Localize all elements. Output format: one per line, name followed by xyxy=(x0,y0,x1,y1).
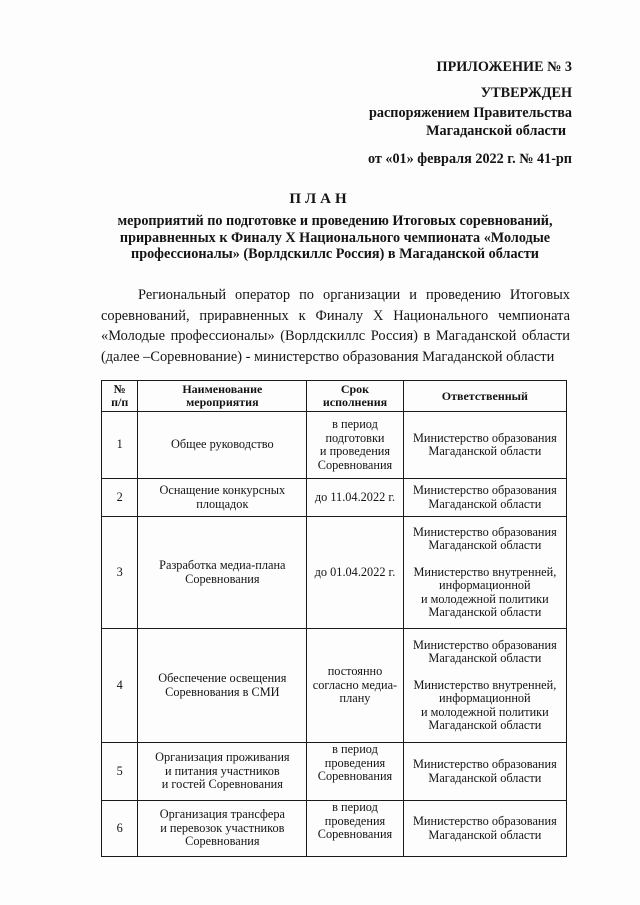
row-name: Общее руководство xyxy=(138,412,307,479)
row-term: в период подготовки и проведения Соревнования xyxy=(307,412,403,479)
row-term: в период проведения Соревнования xyxy=(307,743,403,801)
table-row xyxy=(102,517,567,629)
responsible-primary: Министерство образования Магаданской области xyxy=(412,637,557,665)
row-name: Обеспечение освещения Соревнования в СМИ xyxy=(138,629,307,743)
approved-label: УТВЕРЖДЕН xyxy=(480,85,572,101)
header-responsible: Ответственный xyxy=(403,381,566,412)
decree-line-2: Магаданской области xyxy=(426,123,566,139)
row-term: в период проведения Соревнования xyxy=(307,801,403,857)
intro-line-3: «Молодые профессионалы» (Ворлдскиллс Россия) в Магаданской области xyxy=(101,328,570,344)
intro-line-1: Региональный оператор по организации и проведению Итоговых xyxy=(138,287,570,303)
row-responsible xyxy=(403,517,566,629)
plan-subtitle xyxy=(100,213,570,263)
row-name: Организация проживания и питания участников и гостей Соревнования xyxy=(138,743,307,801)
row-term: до 11.04.2022 г. xyxy=(307,479,403,517)
appendix-number: ПРИЛОЖЕНИЕ № 3 xyxy=(436,59,572,75)
intro-line-4: (далее –Соревнование) - министерство образования Магаданской области xyxy=(101,348,555,365)
row-name: Разработка медиа-плана Соревнования xyxy=(138,517,307,629)
row-name: Организация трансфера и перевозок участников Соревнования xyxy=(138,801,307,857)
row-num: 2 xyxy=(102,479,138,517)
row-num: 6 xyxy=(102,801,138,857)
responsible-primary: Министерство образования Магаданской области xyxy=(412,430,557,458)
subtitle-line-1: мероприятий по подготовке и проведению Итоговых соревнований, xyxy=(117,213,553,229)
row-responsible xyxy=(403,629,566,743)
responsible-primary: Министерство образования Магаданской области xyxy=(412,757,557,785)
subtitle-line-3: профессионалы» (Ворлдскиллс Россия) в Магаданской области xyxy=(131,246,539,262)
table-row xyxy=(102,743,567,801)
row-responsible xyxy=(403,743,566,801)
row-term: постоянно согласно медиа- плану xyxy=(307,629,403,743)
row-responsible xyxy=(403,479,566,517)
table-row xyxy=(102,479,567,517)
table-row xyxy=(102,629,567,743)
table-row xyxy=(102,801,567,857)
decree-line-1: распоряжением Правительства xyxy=(369,105,572,121)
table-row xyxy=(102,412,567,479)
header-name: Наименование мероприятия xyxy=(138,381,307,412)
intro-paragraph xyxy=(101,285,570,367)
responsible-secondary: Министерство внутренней, информационной и молодежной политики Магаданской области xyxy=(413,677,557,732)
row-term: до 01.04.2022 г. xyxy=(307,517,403,629)
responsible-secondary: Министерство внутренней, информационной и молодежной политики Магаданской области xyxy=(413,564,557,619)
row-num: 5 xyxy=(102,743,138,801)
row-responsible xyxy=(403,412,566,479)
responsible-spacer xyxy=(404,553,566,566)
header-term: Срок исполнения xyxy=(307,381,403,412)
responsible-primary: Министерство образования Магаданской области xyxy=(412,483,557,511)
responsible-spacer xyxy=(404,666,566,679)
plan-title: ПЛАН xyxy=(289,191,351,207)
approval-stamp-block xyxy=(312,58,572,168)
intro-line-2: соревнований, приравненных к Финалу X Национального чемпионата xyxy=(101,307,570,324)
row-name: Оснащение конкурсных площадок xyxy=(138,479,307,517)
subtitle-line-2: приравненных к Финалу X Национального чемпионата «Молодые xyxy=(119,229,551,246)
decree-date: от «01» февраля 2022 г. № 41-рп xyxy=(367,151,572,167)
table-header-row xyxy=(102,381,567,412)
plan-table xyxy=(101,380,567,857)
responsible-primary: Министерство образования Магаданской области xyxy=(412,814,557,842)
row-responsible xyxy=(403,801,566,857)
row-num: 1 xyxy=(102,412,138,479)
header-num: № п/п xyxy=(102,381,138,412)
responsible-primary: Министерство образования Магаданской области xyxy=(412,524,557,552)
row-num: 3 xyxy=(102,517,138,629)
row-num: 4 xyxy=(102,629,138,743)
